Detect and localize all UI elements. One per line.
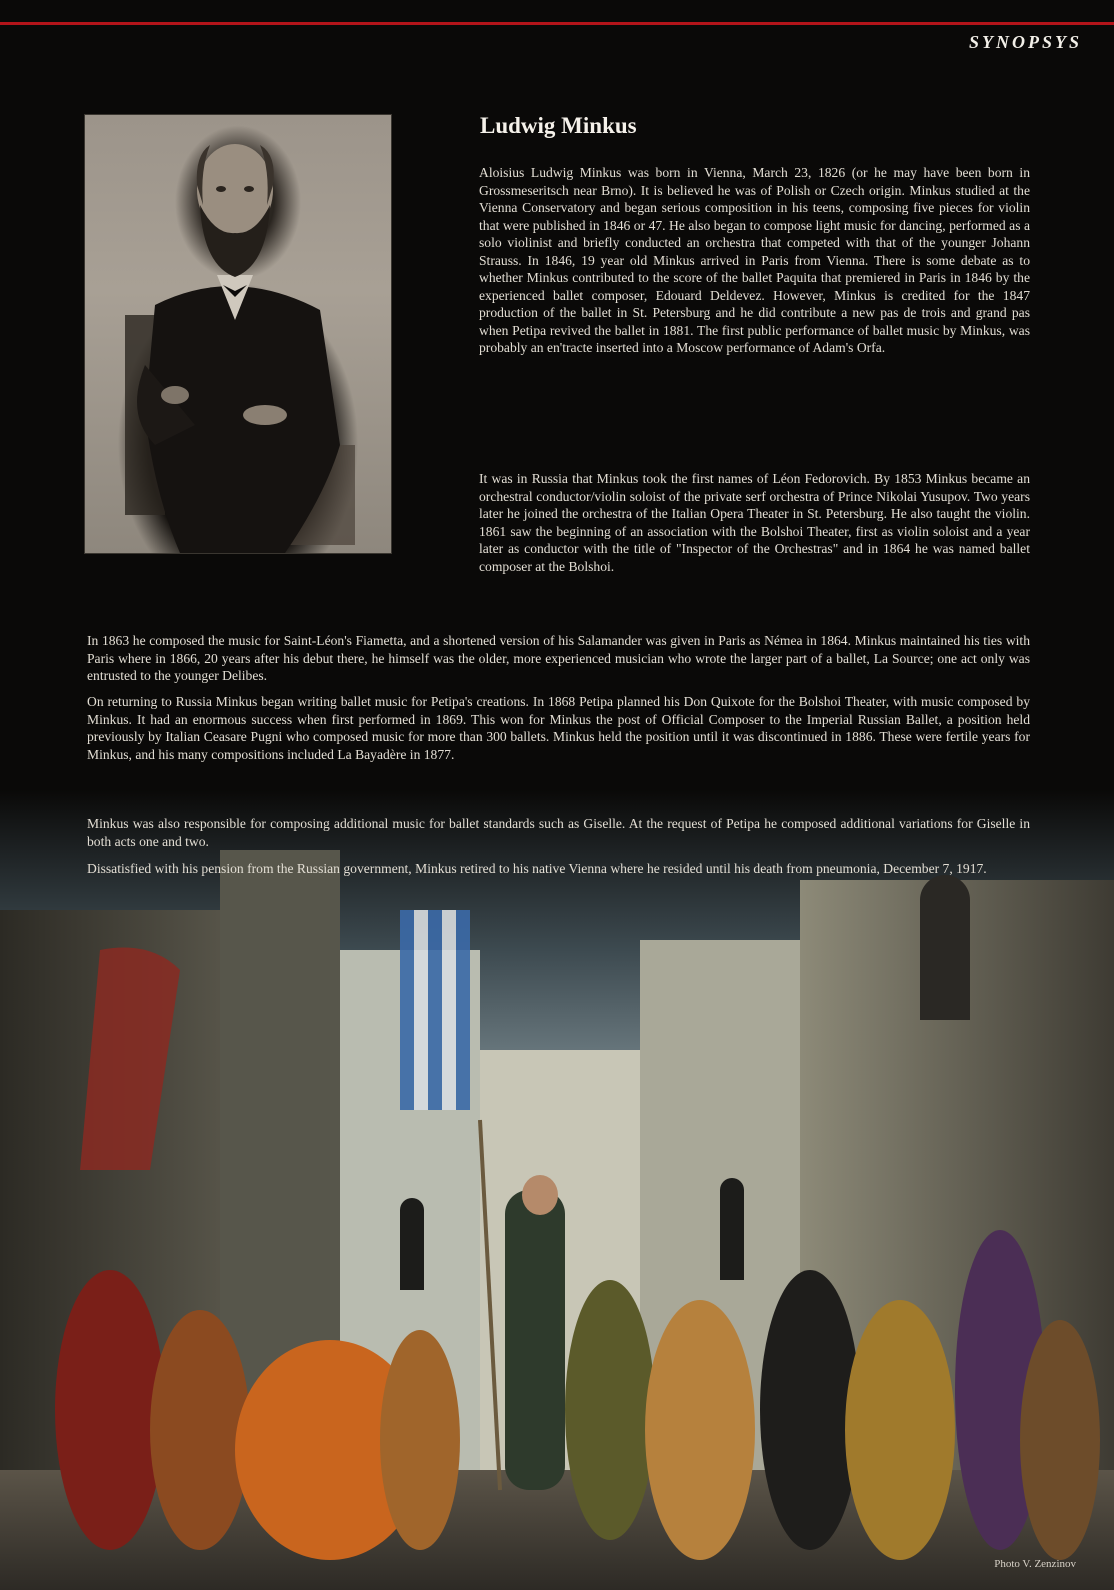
paragraph-paris: In 1863 he composed the music for Saint-Léon's Fiametta, and a shortened version of his Salamander was given in Paris as Némea in 1864. Minkus maintained his ties with Paris where in 1866, 20 years after his debut there, he himself was the older, more experienced musician who wrote the larger part of a ballet, La Source; one act only was entrusted to the younger Delibes.: [87, 633, 1030, 683]
photo-credit: Photo V. Zenzinov: [994, 1558, 1076, 1570]
paragraph-russia: It was in Russia that Minkus took the first names of Léon Fedorovich. By 1853 Minkus became an orchestral conductor/violin soloist of the private serf orchestra of Prince Nikolai Yusupov. Two years later he joined the orchestra of the Italian Opera Theater in St. Petersburg. He also taught the violin. 1861 saw the beginning of an association with the Bolshoi Theater, first as violin soloist and a year later as conductor with the title of "Inspector of the Orchestras" and in 1864 he was named ballet composer at the Bolshoi.: [479, 471, 1030, 574]
stage-photo: [0, 790, 1114, 1590]
paragraph-petipa: On returning to Russia Minkus began writing ballet music for Petipa's creations. In 1868 Petipa planned his Don Quixote for the Bolshoi Theater, with music composed by Minkus. It had an enormous success when first performed in 1869. This won for Minkus the post of Official Composer to the Imperial Russian Ballet, a position held previously by Italian Ceasare Pugni who composed music for more than 300 ballets. Minkus held the position until it was discontinued in 1886. These were fertile years for Minkus, and his many compositions included La Bayadère in 1877.: [87, 694, 1030, 762]
top-accent-rule: [0, 22, 1114, 25]
paragraph-giselle: Minkus was also responsible for composing additional music for ballet standards such as Giselle. At the request of Petipa he composed additional variations for Giselle in both acts one and two.: [87, 816, 1030, 849]
paragraph-early-life: Aloisius Ludwig Minkus was born in Vienna, March 23, 1826 (or he may have been born in Grossmeseritsch near Brno). It is believed he was of Polish or Czech origin. Minkus studied at the Vienna Conservatory and began serious composition in his teens, composing five pieces for violin that were published in 1846 or 47. He also began to compose light music for dancing, performed as a solo violinist and briefly conducted an orchestra that competed with that of the younger Johann Strauss. In 1846, 19 year old Minkus arrived in Paris from Vienna. There is some debate as to whether Minkus contributed to the score of the ballet Paquita that premiered in Paris in 1846 by the experienced ballet composer, Edouard Deldevez. However, Minkus is credited for the 1847 production of the ballet in St. Petersburg and he did contribute a new pas de trois and grand pas when Petipa revived the ballet in 1881. The first public performance of ballet music by Minkus, was probably an en'tracte inserted into a Moscow performance of Adam's Orfa.: [479, 165, 1030, 355]
article-title: Ludwig Minkus: [480, 113, 637, 138]
paragraph-death: Dissatisfied with his pension from the Russian government, Minkus retired to his native Vienna where he resided until his death from pneumonia, December 7, 1917.: [87, 861, 987, 876]
section-label: SYNOPSYS: [968, 32, 1082, 52]
composer-portrait: [84, 114, 392, 554]
